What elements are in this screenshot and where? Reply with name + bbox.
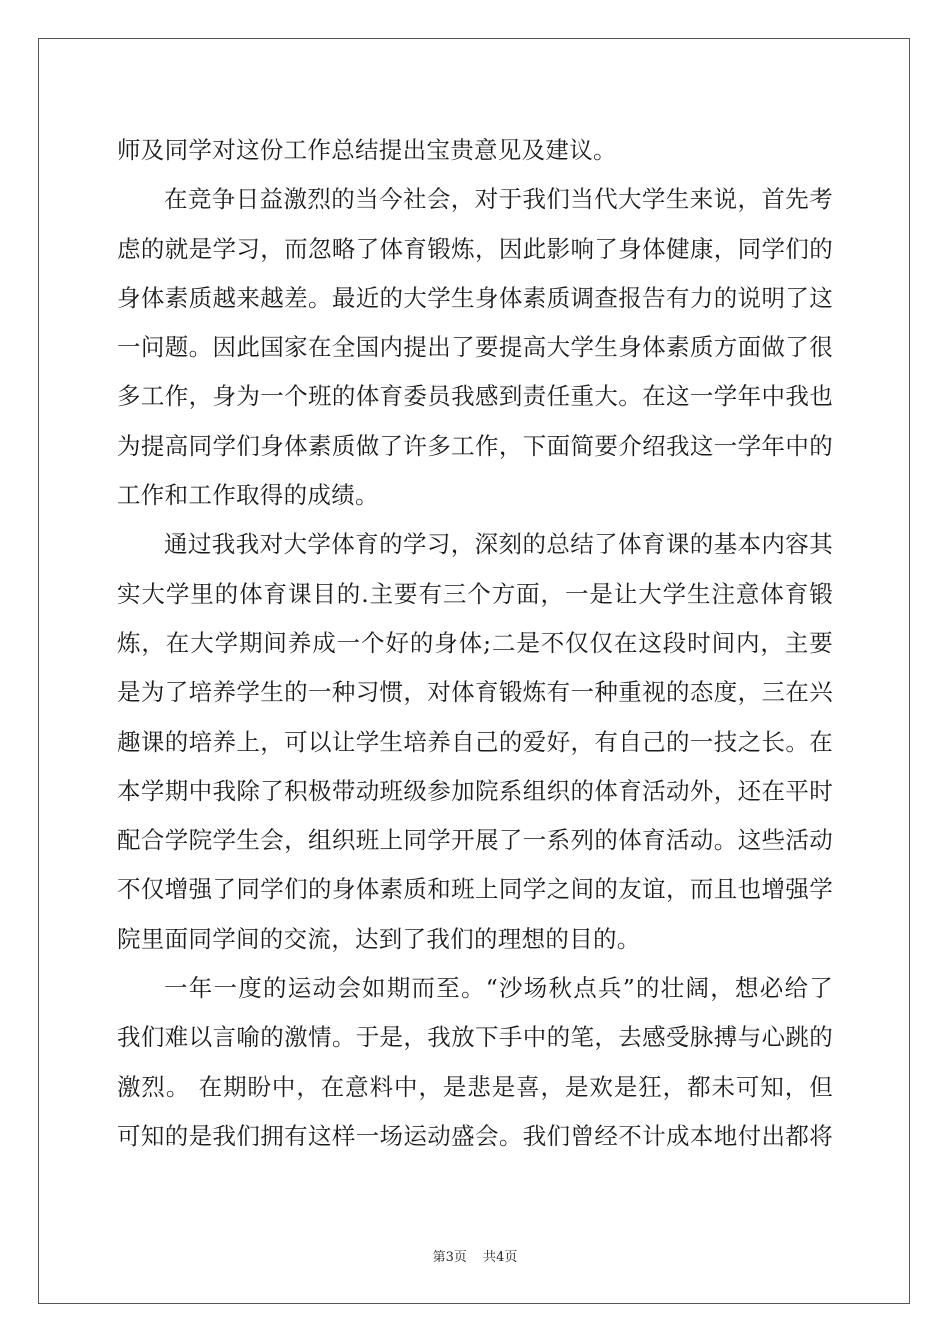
text-line: 在竞争日益激烈的当今社会，对于我们当代大学生来说，首先考 [164, 185, 833, 214]
text-line: 通过我我对大学体育的学习，深刻的总结了体育课的基本内容其 [164, 530, 833, 559]
text-line: 不仅增强了同学们的身体素质和班上同学之间的友谊，而且也增强学 [117, 875, 833, 904]
text-line: 趣课的培养上，可以让学生培养自己的爱好，有自己的一技之长。在 [117, 727, 833, 756]
text-line: 炼，在大学期间养成一个好的身体;二是不仅仅在这段时间内，主要 [117, 628, 833, 657]
text-line: 虑的就是学习，而忽略了体育锻炼，因此影响了身体健康，同学们的 [117, 234, 833, 263]
text-line: 师及同学对这份工作总结提出宝贵意见及建议。 [117, 136, 617, 164]
paragraph [117, 126, 833, 175]
page-footer [0, 1246, 950, 1265]
text-line: 可知的是我们拥有这样一场运动盛会。我们曾经不计成本地付出都将 [117, 1121, 833, 1150]
text-line: 我们难以言喻的激情。于是，我放下手中的笔，去感受脉搏与心跳的 [117, 1023, 833, 1052]
text-line: 激烈。 在期盼中，在意料中，是悲是喜，是欢是狂，都未可知，但 [117, 1072, 833, 1101]
paragraph [117, 175, 833, 520]
page-number-current: 第3页 [432, 1250, 467, 1265]
paragraph [117, 520, 833, 964]
text-line: 一年一度的运动会如期而至。“沙场秋点兵”的壮阔，想必给了 [164, 974, 833, 1003]
page-number-total: 共4页 [483, 1250, 518, 1265]
text-line: 是为了培养学生的一种习惯，对体育锻炼有一种重视的态度，三在兴 [117, 678, 833, 707]
text-line: 身体素质越来越差。最近的大学生身体素质调查报告有力的说明了这 [117, 283, 833, 312]
text-line: 本学期中我除了积极带动班级参加院系组织的体育活动外，还在平时 [117, 776, 833, 805]
text-line: 工作和工作取得的成绩。 [117, 481, 379, 510]
text-line: 实大学里的体育课目的.主要有三个方面，一是让大学生注意体育锻 [117, 579, 833, 608]
document-body [117, 126, 833, 1161]
text-line: 一问题。因此国家在全国内提出了要提高大学生身体素质方面做了很 [117, 333, 833, 362]
text-line: 院里面同学间的交流，达到了我们的理想的目的。 [117, 924, 641, 953]
text-line: 为提高同学们身体素质做了许多工作，下面简要介绍我这一学年中的 [117, 431, 833, 460]
paragraph [117, 964, 833, 1161]
text-line: 多工作，身为一个班的体育委员我感到责任重大。在这一学年中我也 [117, 382, 833, 411]
text-line: 配合学院学生会，组织班上同学开展了一系列的体育活动。这些活动 [117, 826, 833, 855]
